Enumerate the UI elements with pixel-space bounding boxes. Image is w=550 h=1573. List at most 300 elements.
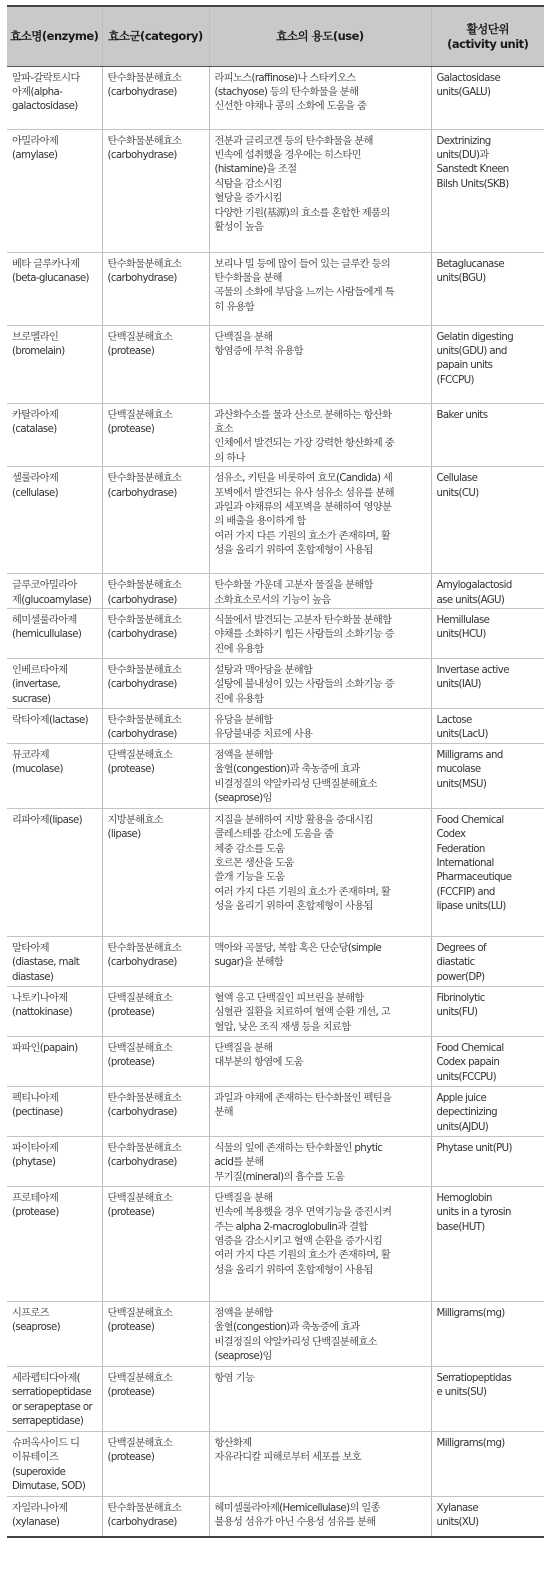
use-cell-line: 무기질(mineral)의 흡수를 도움: [214, 1171, 345, 1183]
table-row: [7, 574, 544, 609]
use-cell-line: (seaprose)임: [214, 1350, 272, 1362]
enzyme-name-cell-line: (superoxide: [12, 1466, 66, 1478]
category-cell-line: 단백질분해효소: [107, 1437, 173, 1449]
activity-unit-cell-line: depectinizing: [436, 1107, 497, 1119]
use-cell-line: 점액을 분해함: [214, 1307, 273, 1319]
use-cell-line: 단백질을 분해: [214, 1192, 273, 1204]
use-cell-line: 탄수화물을 분해: [214, 272, 282, 284]
use-cell-line: 불용성 섬유가 아닌 수용성 섬유를 분해: [214, 1517, 376, 1529]
activity-unit-cell-line: papain units: [436, 360, 493, 372]
category-cell-line: (carbohydrase): [107, 629, 177, 641]
use-cell-line: 활성이 높음: [214, 221, 264, 233]
enzyme-table: [7, 5, 544, 1538]
enzyme-name-cell: [7, 608, 102, 658]
activity-unit-cell-line: units(BGU): [436, 272, 486, 284]
category-cell: [102, 325, 209, 403]
use-cell: [209, 708, 431, 743]
header-activity-unit-line: 활성단위: [466, 22, 509, 37]
category-cell-line: (protease): [107, 764, 155, 776]
use-cell-line: 유당불내증 치료에 사용: [214, 729, 313, 741]
category-cell: [102, 403, 209, 467]
header-activity-unit-line: (activity unit): [447, 37, 529, 52]
activity-unit-cell: [431, 1136, 544, 1186]
use-cell: [209, 252, 431, 325]
activity-unit-cell: [431, 808, 544, 936]
enzyme-name-cell-line: diastase): [12, 971, 54, 983]
use-cell: [209, 1186, 431, 1301]
activity-unit-cell-line: Amylogalactosid: [436, 580, 512, 592]
category-cell-line: 탄수화물분해효소: [107, 664, 182, 676]
use-cell-line: 혈액 응고 단백질인 피브린을 분해함: [214, 992, 364, 1004]
category-cell-line: (protease): [107, 423, 155, 435]
activity-unit-cell-line: Hemillulase: [436, 614, 490, 626]
activity-unit-cell-line: base(HUT): [436, 1221, 485, 1233]
use-cell-line: acid를 분해: [214, 1157, 264, 1169]
category-cell-line: 단백질분해효소: [107, 1372, 173, 1384]
category-cell-line: 탄수화물분해효소: [107, 1142, 182, 1154]
use-cell-line: 쓸개 기능을 도움: [214, 872, 285, 884]
table-row: [7, 808, 544, 936]
use-cell-line: 보리나 밀 등에 많이 들어 있는 글루칸 등의: [214, 258, 391, 270]
enzyme-name-cell-line: (cellulase): [12, 487, 58, 499]
header-enzyme-name: 효소명(enzyme): [7, 6, 102, 66]
use-cell-line: 혈압, 낮은 조직 재생 등을 치료함: [214, 1021, 351, 1033]
use-cell-line: 설탕과 맥아당을 분해함: [214, 664, 313, 676]
use-cell-line: 항염증에 무척 유용함: [214, 345, 303, 357]
activity-unit-cell-line: Xylanase: [436, 1502, 479, 1514]
table-row: [7, 403, 544, 467]
use-cell-line: 소화효소로서의 기능이 높음: [214, 594, 331, 606]
category-cell-line: 탄수화물분해효소: [107, 1092, 182, 1104]
use-cell-line: 맥아와 곡물당, 복합 혹은 단순당(simple: [214, 942, 382, 954]
enzyme-name-cell-line: 뮤코라제: [12, 749, 49, 761]
table-row: [7, 1431, 544, 1496]
activity-unit-cell-line: Fibrinolytic: [436, 992, 485, 1004]
category-cell-line: 단백질분해효소: [107, 1042, 173, 1054]
enzyme-name-cell: [7, 743, 102, 808]
enzyme-name-cell-line: (protease): [12, 1207, 59, 1219]
activity-unit-cell: [431, 708, 544, 743]
category-cell-line: (carbohydrase): [107, 149, 177, 161]
enzyme-name-cell-line: (beta-glucanase): [12, 272, 89, 284]
activity-unit-cell-line: units(GDU) and: [436, 345, 507, 357]
use-cell-line: 다양한 기원(基源)의 효소를 혼합한 제품의: [214, 207, 390, 219]
enzyme-name-cell-line: (amylase): [12, 149, 58, 161]
use-cell-line: 진에 유용함: [214, 643, 264, 655]
activity-unit-cell: [431, 936, 544, 986]
use-cell-line: 식물에서 발견되는 고분자 탄수화물 분해함: [214, 614, 392, 626]
activity-unit-cell: [431, 403, 544, 467]
use-cell-line: sugar)을 분해함: [214, 957, 284, 969]
use-cell-line: (stachyose) 등의 탄수화물을 분해: [214, 86, 359, 98]
table-row: [7, 66, 544, 129]
table-row: [7, 252, 544, 325]
use-cell: [209, 808, 431, 936]
enzyme-name-cell-line: 제(glucoamylase): [12, 594, 92, 606]
enzyme-name-cell-line: 아제(alpha-: [12, 86, 63, 98]
activity-unit-cell-line: Food Chemical: [436, 814, 504, 826]
activity-unit-cell: [431, 1496, 544, 1537]
enzyme-name-cell: [7, 708, 102, 743]
use-cell-line: 라피노스(raffinose)나 스타키오스: [214, 72, 356, 84]
table-row: [7, 325, 544, 403]
category-cell: [102, 986, 209, 1036]
category-cell-line: (carbohydrase): [107, 1107, 177, 1119]
table-row: [7, 467, 544, 574]
use-cell-line: 성을 올리기 위하여 혼합제형이 사용됨: [214, 901, 373, 913]
enzyme-name-cell-line: 시프로즈: [12, 1307, 49, 1319]
category-cell-line: 탄수화물분해효소: [107, 1502, 182, 1514]
activity-unit-cell-line: diastatic: [436, 957, 475, 969]
enzyme-name-cell-line: (xylanase): [12, 1517, 60, 1529]
table-row: [7, 1086, 544, 1136]
category-cell-line: (carbohydrase): [107, 1157, 177, 1169]
activity-unit-cell: [431, 743, 544, 808]
activity-unit-cell-line: Invertase active: [436, 664, 509, 676]
use-cell-line: 지질을 분해하여 지방 활용을 증대시킴: [214, 814, 373, 826]
use-cell-line: (seaprose)임: [214, 792, 272, 804]
activity-unit-cell: [431, 608, 544, 658]
category-cell: [102, 1186, 209, 1301]
use-cell: [209, 1431, 431, 1496]
activity-unit-cell-line: units(DU)과: [436, 149, 489, 161]
category-cell-line: 탄수화물분해효소: [107, 614, 182, 626]
table-row: [7, 743, 544, 808]
use-cell-line: 콜레스테롤 감소에 도움을 줌: [214, 829, 334, 841]
activity-unit-cell-line: units(CU): [436, 487, 479, 499]
use-cell: [209, 658, 431, 708]
use-cell: [209, 66, 431, 129]
header-use: 효소의 용도(use): [209, 6, 431, 66]
enzyme-name-cell-line: Dimutase, SOD): [12, 1480, 86, 1492]
enzyme-name-cell-line: 셀룰라아제: [12, 473, 59, 485]
enzyme-name-cell: [7, 658, 102, 708]
use-cell-line: 신선한 야채나 콩의 소화에 도움을 줌: [214, 101, 367, 113]
use-cell-line: 효소: [214, 423, 233, 435]
enzyme-name-cell-line: 파이타아제: [12, 1142, 59, 1154]
activity-unit-cell-line: units(MSU): [436, 778, 487, 790]
use-cell: [209, 986, 431, 1036]
enzyme-name-cell-line: 말타아제: [12, 942, 49, 954]
enzyme-name-cell-line: 프로테아제: [12, 1192, 59, 1204]
use-cell-line: 성을 올리기 위하여 혼합제형이 사용됨: [214, 545, 373, 557]
activity-unit-cell-line: Serratiopeptidas: [436, 1372, 512, 1384]
enzyme-name-cell: [7, 252, 102, 325]
use-cell-line: 식탐을 감소시킴: [214, 178, 282, 190]
use-cell-line: 설탕에 불내성이 있는 사람들의 소화기능 증: [214, 679, 395, 691]
activity-unit-cell: [431, 1366, 544, 1431]
use-cell-line: 식물의 잎에 존재하는 탄수화물인 phytic: [214, 1142, 383, 1154]
activity-unit-cell: [431, 1186, 544, 1301]
enzyme-name-cell-line: 락타아제(lactase): [12, 714, 89, 726]
category-cell-line: (carbohydrase): [107, 729, 177, 741]
enzyme-name-cell-line: (bromelain): [12, 345, 65, 357]
activity-unit-cell-line: units(FCCPU): [436, 1071, 496, 1083]
activity-unit-cell-line: Degrees of: [436, 942, 486, 954]
use-cell-line: 히 유용함: [214, 301, 255, 313]
enzyme-name-cell-line: (catalase): [12, 423, 57, 435]
activity-unit-cell-line: units(LacU): [436, 729, 488, 741]
activity-unit-cell-line: e units(SU): [436, 1387, 487, 1399]
use-cell-line: 의 하나: [214, 452, 245, 464]
category-cell-line: 탄수화물분해효소: [107, 580, 182, 592]
use-cell-line: 분해: [214, 1107, 233, 1119]
activity-unit-cell-line: Galactosidase: [436, 72, 501, 84]
category-cell-line: 탄수화물분해효소: [107, 72, 182, 84]
category-cell-line: (protease): [107, 1387, 155, 1399]
activity-unit-cell-line: ase units(AGU): [436, 594, 505, 606]
use-cell-line: 염증을 감소시키고 혈액 순환을 증가시킴: [214, 1235, 383, 1247]
use-cell-line: 비결정질의 약알카리성 단백질분해효소: [214, 1336, 377, 1348]
table-row: [7, 1186, 544, 1301]
table-body: [7, 66, 544, 1537]
category-cell: [102, 608, 209, 658]
enzyme-name-cell: [7, 936, 102, 986]
activity-unit-cell: [431, 129, 544, 252]
activity-unit-cell-line: units(IAU): [436, 679, 481, 691]
use-cell: [209, 467, 431, 574]
activity-unit-cell: [431, 986, 544, 1036]
use-cell-line: 유당을 분해함: [214, 714, 273, 726]
category-cell: [102, 743, 209, 808]
use-cell-line: 과일과 야채류의 세포벽을 분해하여 영양분: [214, 501, 392, 513]
category-cell: [102, 129, 209, 252]
use-cell: [209, 325, 431, 403]
use-cell-line: 혈당을 증가시킴: [214, 193, 282, 205]
enzyme-name-cell: [7, 986, 102, 1036]
activity-unit-cell: [431, 658, 544, 708]
use-cell-line: 전분과 글리코겐 등의 탄수화물을 분해: [214, 135, 373, 147]
use-cell-line: 탄수화물 가운데 고분자 물질을 분해함: [214, 580, 373, 592]
enzyme-name-cell-line: 리파아제(lipase): [12, 814, 83, 826]
use-cell-line: 헤미셀룰라아제(Hemicellulase)의 일종: [214, 1502, 380, 1514]
activity-unit-cell-line: units(AJDU): [436, 1121, 489, 1133]
use-cell-line: 심혈관 질환을 치료하여 혈액 순환 개선, 고: [214, 1007, 391, 1019]
use-cell-line: 과일과 야채에 존재하는 탄수화물인 펙틴을: [214, 1092, 392, 1104]
use-cell-line: (histamine)을 조절: [214, 164, 297, 176]
activity-unit-cell: [431, 1086, 544, 1136]
enzyme-name-cell-line: serratiopeptidase: [12, 1387, 92, 1399]
enzyme-name-cell: [7, 1136, 102, 1186]
category-cell: [102, 467, 209, 574]
activity-unit-cell-line: Federation: [436, 843, 485, 855]
use-cell-line: 과산화수소를 물과 산소로 분해하는 항산화: [214, 409, 392, 421]
activity-unit-cell-line: Apple juice: [436, 1092, 487, 1104]
table-row: [7, 1366, 544, 1431]
table-row: [7, 708, 544, 743]
use-cell-line: 포벽에서 발견되는 유사 섬유소 섬유를 분해: [214, 487, 395, 499]
use-cell-line: 성을 올리기 위하여 혼합제형이 사용됨: [214, 1264, 373, 1276]
enzyme-name-cell-line: (hemicullulase): [12, 629, 82, 641]
use-cell: [209, 129, 431, 252]
activity-unit-cell-line: units(GALU): [436, 86, 491, 98]
activity-unit-cell: [431, 252, 544, 325]
table-header: [7, 6, 544, 66]
enzyme-name-cell-line: (seaprose): [12, 1322, 61, 1334]
category-cell-line: 단백질분해효소: [107, 749, 173, 761]
table-row: [7, 129, 544, 252]
use-cell: [209, 936, 431, 986]
category-cell: [102, 252, 209, 325]
use-cell-line: 곡물의 소화에 부담을 느끼는 사람들에게 특: [214, 287, 395, 299]
activity-unit-cell-line: units(XU): [436, 1517, 479, 1529]
table-row: [7, 1496, 544, 1537]
category-cell: [102, 1496, 209, 1537]
category-cell-line: 탄수화물분해효소: [107, 942, 182, 954]
use-cell-line: 주는 alpha 2-macroglobulin과 결합: [214, 1221, 368, 1233]
enzyme-name-cell-line: (pectinase): [12, 1107, 63, 1119]
activity-unit-cell: [431, 1036, 544, 1086]
category-cell: [102, 574, 209, 609]
enzyme-name-cell: [7, 574, 102, 609]
activity-unit-cell-line: Food Chemical: [436, 1042, 504, 1054]
use-cell: [209, 1366, 431, 1431]
category-cell-line: (carbohydrase): [107, 86, 177, 98]
category-cell: [102, 1136, 209, 1186]
activity-unit-cell-line: Sanstedt Kneen: [436, 164, 509, 176]
use-cell: [209, 1301, 431, 1366]
enzyme-name-cell: [7, 129, 102, 252]
activity-unit-cell-line: lipase units(LU): [436, 901, 506, 913]
activity-unit-cell: [431, 1431, 544, 1496]
enzyme-name-cell-line: 자일라나아제: [12, 1502, 68, 1514]
category-cell-line: 단백질분해효소: [107, 992, 173, 1004]
enzyme-name-cell-line: or serapeptase or: [12, 1401, 93, 1413]
enzyme-name-cell-line: 세라펩티다아제(: [12, 1372, 81, 1384]
activity-unit-cell-line: International: [436, 857, 494, 869]
use-cell-line: 여러 가지 다른 기원의 효소가 존재하며, 활: [214, 886, 391, 898]
activity-unit-cell-line: Lactose: [436, 714, 472, 726]
table-row: [7, 608, 544, 658]
enzyme-name-cell-line: (nattokinase): [12, 1007, 73, 1019]
use-cell-line: 진에 유용함: [214, 693, 264, 705]
enzyme-name-cell-line: 글루코아밀라아: [12, 580, 77, 592]
enzyme-name-cell-line: 헤미셀룰라아제: [12, 614, 77, 626]
use-cell-line: 울혈(congestion)과 축농증에 효과: [214, 764, 360, 776]
category-cell: [102, 1431, 209, 1496]
use-cell-line: 자유라디칼 피해로부터 세포를 보호: [214, 1452, 362, 1464]
category-cell-line: 탄수화물분해효소: [107, 473, 182, 485]
use-cell-line: 의 배출을 용이하게 함: [214, 516, 306, 528]
enzyme-name-cell-line: (mucolase): [12, 764, 63, 776]
enzyme-name-cell-line: (invertase,: [12, 679, 61, 691]
table-row: [7, 1036, 544, 1086]
enzyme-name-cell-line: 펙티나아제: [12, 1092, 59, 1104]
category-cell-line: (carbohydrase): [107, 272, 177, 284]
activity-unit-cell-line: Milligrams(mg): [436, 1437, 505, 1449]
table-row: [7, 1136, 544, 1186]
enzyme-name-cell: [7, 1301, 102, 1366]
use-cell: [209, 608, 431, 658]
category-cell: [102, 66, 209, 129]
activity-unit-cell-line: units in a tyrosin: [436, 1207, 511, 1219]
use-cell: [209, 1086, 431, 1136]
category-cell-line: (protease): [107, 1207, 155, 1219]
use-cell: [209, 1036, 431, 1086]
use-cell-line: 인체에서 발견되는 가장 강력한 항산화제 중: [214, 438, 395, 450]
activity-unit-cell-line: Codex: [436, 829, 466, 841]
activity-unit-cell-line: Gelatin digesting: [436, 331, 514, 343]
enzyme-name-cell: [7, 467, 102, 574]
activity-unit-cell: [431, 574, 544, 609]
enzyme-name-cell-line: 브로멜라인: [12, 331, 59, 343]
activity-unit-cell-line: Hemoglobin: [436, 1192, 492, 1204]
use-cell: [209, 574, 431, 609]
activity-unit-cell-line: units(HCU): [436, 629, 486, 641]
category-cell-line: 탄수화물분해효소: [107, 714, 182, 726]
header-row: [7, 6, 544, 66]
use-cell-line: 야채를 소화하기 힘든 사람들의 소화기능 증: [214, 629, 395, 641]
use-cell-line: 섬유소, 키틴을 비롯하여 효모(Candida) 세: [214, 473, 393, 485]
activity-unit-cell-line: Baker units: [436, 409, 488, 421]
activity-unit-cell-line: Cellulase: [436, 473, 478, 485]
category-cell-line: 지방분해효소: [107, 814, 163, 826]
category-cell-line: (carbohydrase): [107, 487, 177, 499]
use-cell-line: 빈속에 복용했을 경우 면역기능을 증진시켜: [214, 1207, 392, 1219]
enzyme-name-cell-line: (diastase, malt: [12, 957, 80, 969]
enzyme-name-cell: [7, 1431, 102, 1496]
use-cell: [209, 403, 431, 467]
enzyme-name-cell: [7, 1036, 102, 1086]
header-category: 효소군(category): [102, 6, 209, 66]
use-cell-line: 체중 감소를 도움: [214, 843, 285, 855]
activity-unit-cell-line: (FCCFIP) and: [436, 886, 495, 898]
use-cell-line: 여러 가지 다른 기원의 효소가 존재하며, 활: [214, 530, 391, 542]
category-cell-line: (lipase): [107, 829, 141, 841]
activity-unit-cell: [431, 325, 544, 403]
category-cell-line: 단백질분해효소: [107, 331, 173, 343]
enzyme-name-cell-line: 이뮤테이즈: [12, 1452, 59, 1464]
category-cell: [102, 1036, 209, 1086]
category-cell-line: (protease): [107, 1057, 155, 1069]
enzyme-name-cell-line: 알파-갈락토시다: [12, 72, 80, 84]
enzyme-name-cell-line: 베타 글루카나제: [12, 258, 80, 270]
enzyme-name-cell: [7, 1086, 102, 1136]
enzyme-name-cell: [7, 1496, 102, 1537]
use-cell-line: 빈속에 섭취했을 경우에는 히스타민: [214, 149, 362, 161]
activity-unit-cell: [431, 66, 544, 129]
category-cell-line: 단백질분해효소: [107, 409, 173, 421]
enzyme-name-cell: [7, 325, 102, 403]
activity-unit-cell: [431, 1301, 544, 1366]
activity-unit-cell-line: mucolase: [436, 764, 481, 776]
use-cell-line: 점액을 분해함: [214, 749, 273, 761]
activity-unit-cell-line: Dextrinizing: [436, 135, 491, 147]
category-cell-line: (carbohydrase): [107, 1517, 177, 1529]
category-cell-line: (carbohydrase): [107, 594, 177, 606]
activity-unit-cell-line: Codex papain: [436, 1057, 500, 1069]
enzyme-name-cell: [7, 808, 102, 936]
category-cell: [102, 1301, 209, 1366]
category-cell-line: (protease): [107, 1452, 155, 1464]
use-cell-line: 단백질을 분해: [214, 331, 273, 343]
category-cell: [102, 808, 209, 936]
category-cell-line: (protease): [107, 345, 155, 357]
enzyme-name-cell: [7, 1366, 102, 1431]
enzyme-name-cell-line: (phytase): [12, 1157, 56, 1169]
use-cell: [209, 1496, 431, 1537]
enzyme-name-cell: [7, 1186, 102, 1301]
use-cell: [209, 743, 431, 808]
category-cell-line: 탄수화물분해효소: [107, 258, 182, 270]
enzyme-name-cell-line: 아밀라아제: [12, 135, 59, 147]
category-cell: [102, 708, 209, 743]
enzyme-name-cell: [7, 66, 102, 129]
activity-unit-cell: [431, 467, 544, 574]
enzyme-name-cell: [7, 403, 102, 467]
category-cell-line: (carbohydrase): [107, 957, 177, 969]
use-cell-line: 호르몬 생산을 도움: [214, 857, 294, 869]
